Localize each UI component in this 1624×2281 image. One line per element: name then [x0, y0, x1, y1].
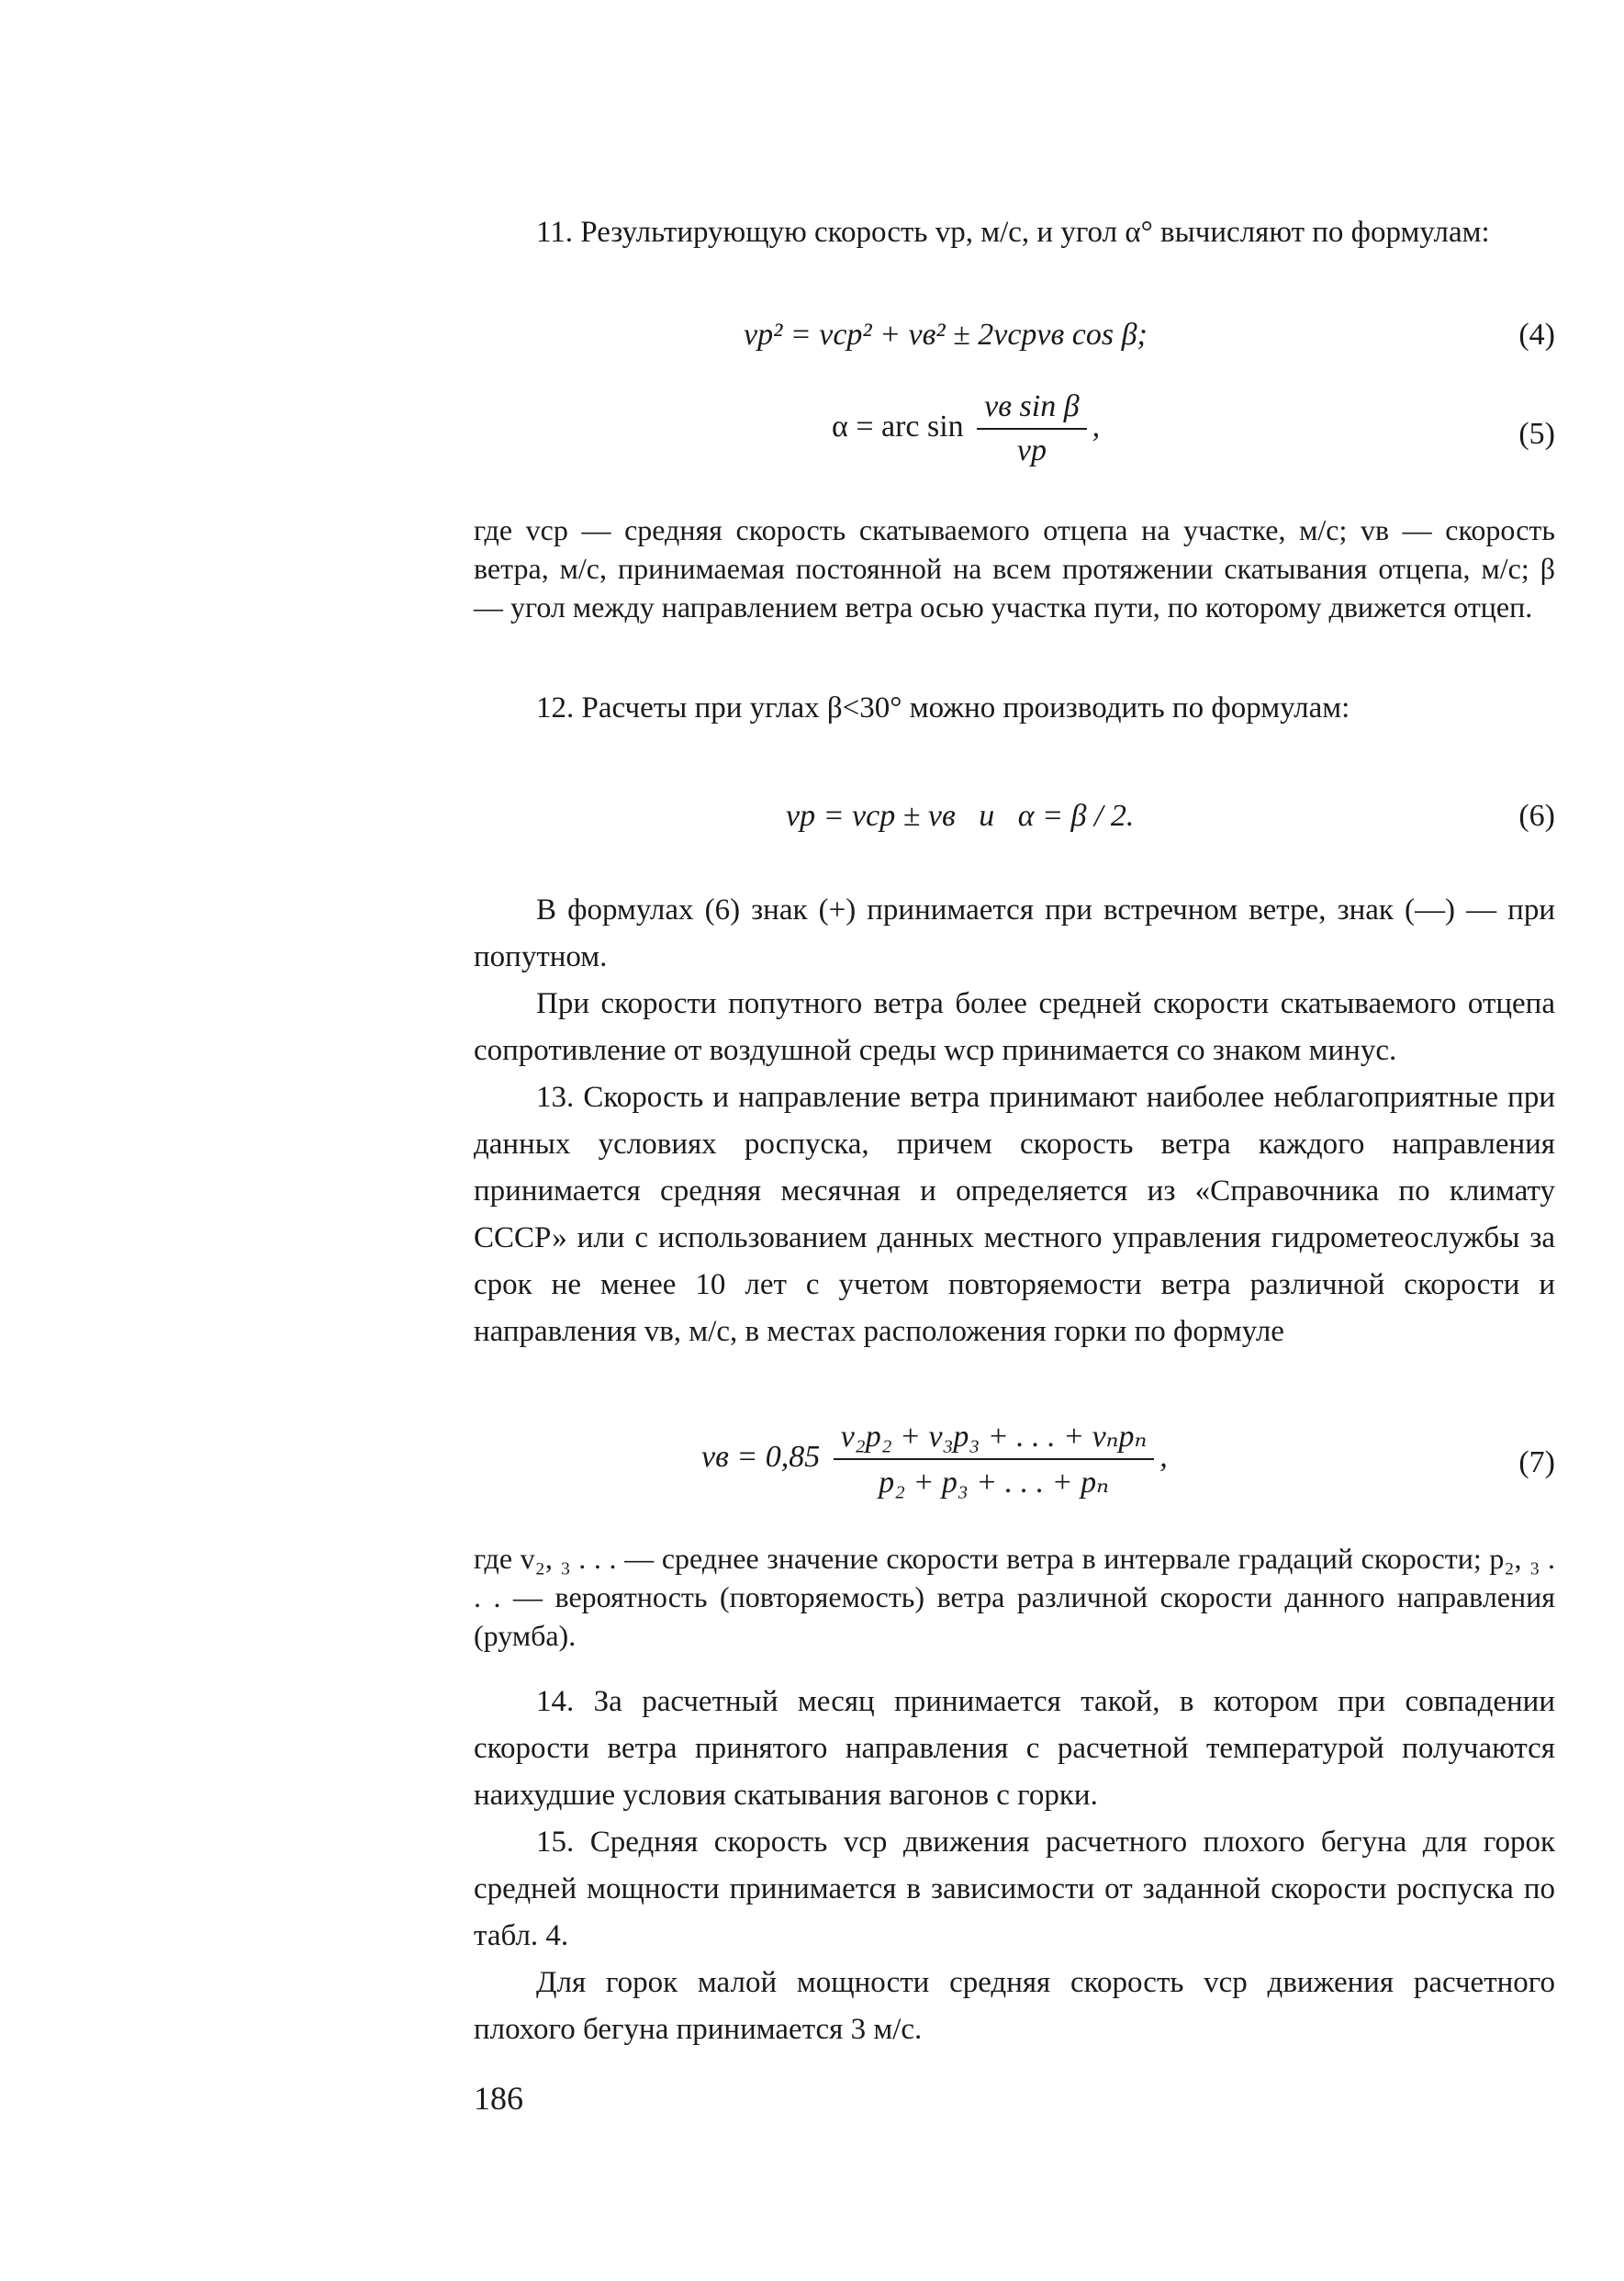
paragraph-14: [474, 1679, 1555, 1819]
section-text: Расчеты при углах β<30° можно производить по формулам:: [581, 691, 1350, 725]
formula-lhs: α = arc sin: [832, 409, 964, 444]
section-text: Средняя скорость vср движения расчетного плохого бегуна для горок средней мощности принимается в зависимости от заданной скорости роспуска по табл. 4.: [474, 1826, 1555, 1952]
paragraph-15: [474, 1819, 1555, 1960]
paragraph-11: [474, 209, 1555, 256]
formula-5: [474, 389, 1555, 490]
formula-7: [474, 1418, 1555, 1519]
formula-number: (5): [1518, 417, 1555, 451]
fraction-numerator: vв sin β: [977, 389, 1086, 430]
page-number: 186: [474, 2080, 523, 2117]
fraction-denominator: p₂ + p₃ + . . . + pₙ: [879, 1466, 1109, 1500]
section-number: 13.: [536, 1081, 575, 1114]
paragraph-small-humps: Для горок малой мощности средняя скорость vср движения расчетного плохого бегуна принимается 3 м/с.: [474, 1966, 1555, 2046]
fraction-denominator: vр: [1016, 433, 1047, 467]
fraction: [834, 1418, 1154, 1500]
section-number: 12.: [536, 691, 575, 725]
where-text: где vср — средняя скорость скатываемого отцепа на участке, м/с; vв — скорость ветра, м/с, принимаемая постоянной на всем протяжении скатывания отцепа, м/с; β — угол между направлением ветра осью участка пути, по которому движется отцеп.: [474, 513, 1555, 624]
section-11: [474, 209, 1555, 256]
section-text: За расчетный месяц принимается такой, в котором при совпадении скорости ветра принятого направления с расчетной температурой получаются наихудшие условия скатывания вагонов с горки.: [474, 1685, 1556, 1812]
fraction-numerator: v₂p₂ + v₃p₃ + . . . + vₙpₙ: [834, 1418, 1154, 1460]
section-number: 15.: [536, 1826, 575, 1859]
where-clause-1: [474, 511, 1555, 626]
section-12: [474, 685, 1555, 732]
text-block-final: [474, 1679, 1555, 2053]
formula-expression: [701, 1418, 1168, 1500]
formula-number: (4): [1518, 318, 1555, 352]
formula-expression: [832, 389, 1100, 468]
section-text: Результирующую скорость vр, м/с, и угол α° вычисляют по формулам:: [580, 216, 1490, 249]
paragraph-13: [474, 1074, 1555, 1355]
formula-tail: ,: [1092, 409, 1101, 444]
paragraph-signs: В формулах (6) знак (+) принимается при встречном ветре, знак (—) — при попутном.: [474, 893, 1555, 973]
paragraph-12: [474, 685, 1555, 732]
formula-6: [474, 793, 1555, 848]
section-number: 14.: [536, 1685, 575, 1718]
formula-tail: ,: [1159, 1439, 1168, 1474]
formula-expression: vр = vср ± vв и α = β / 2.: [786, 799, 1135, 833]
formula-lhs: vв = 0,85: [701, 1439, 821, 1474]
where-text: где v₂, ₃ . . . — среднее значение скорости ветра в интервале градаций скорости; p₂, ₃ . . . — вероятность (повторяемость) ветра различной скорости данного направления (румба).: [474, 1542, 1555, 1652]
section-text: Скорость и направление ветра принимают наиболее неблагоприятные при данных условиях роспуска, причем скорость ветра каждого направления принимается средняя месячная и определяется из «Справочника по климату СССР» или с использованием данных местного управления гидрометеослужбы за срок не менее 10 лет с учетом повторяемости ветра различной скорости и направления vв, м/с, в местах расположения горки по формуле: [474, 1081, 1555, 1348]
formula-number: (7): [1518, 1445, 1555, 1479]
formula-4: [474, 312, 1555, 367]
formula-number: (6): [1518, 799, 1555, 833]
formula-expression: vр² = vср² + vв² ± 2vсрvв cos β;: [744, 318, 1148, 352]
where-clause-2: [474, 1539, 1555, 1655]
paragraph-tailwind: При скорости попутного ветра более средней скорости скатываемого отцепа сопротивление от воздушной среды wср принимается со знаком минус.: [474, 987, 1555, 1067]
fraction: [977, 389, 1086, 468]
text-block-signs: [474, 887, 1555, 1355]
section-number: 11.: [536, 216, 574, 249]
